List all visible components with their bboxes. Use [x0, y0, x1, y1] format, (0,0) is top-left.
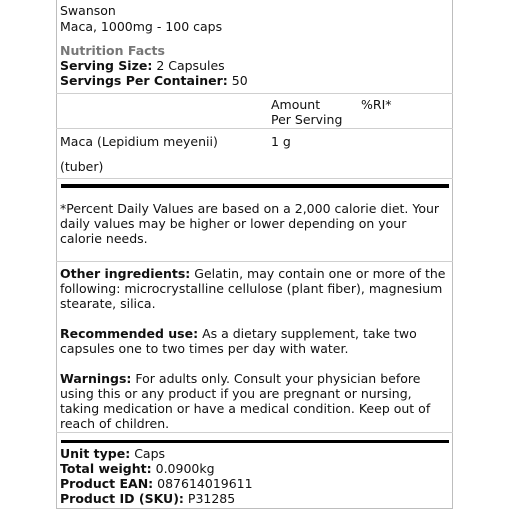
other-ingredients-label: Other ingredients: [60, 266, 191, 281]
divider [56, 432, 453, 433]
recommended-use-text: As a dietary supplement, take two capsules one to two times per day with water. [60, 326, 417, 356]
divider [56, 128, 453, 129]
recommended-use-label: Recommended use: [60, 326, 199, 341]
servings-per-container [60, 73, 248, 88]
servings-per-container-value: 50 [231, 73, 248, 88]
other-ingredients [60, 266, 448, 311]
nutrition-facts-title: Nutrition Facts [60, 43, 165, 58]
product-ean-value: 087614019611 [157, 476, 253, 491]
product-sku-value: P31285 [187, 491, 236, 506]
brand-name: Swanson [60, 3, 116, 18]
total-weight-value: 0.0900kg [155, 461, 215, 476]
unit-type-label: Unit type: [60, 446, 131, 461]
recommended-use [60, 326, 448, 356]
ingredient-name: Maca (Lepidium meyenii) [60, 134, 218, 149]
serving-size-value: 2 Capsules [156, 58, 225, 73]
warnings [60, 371, 448, 431]
thick-rule [61, 440, 449, 443]
amount-column-header: Amount [271, 97, 321, 112]
serving-size-label: Serving Size: [60, 58, 153, 73]
ri-column-header: %RI* [361, 97, 392, 112]
product-sku [60, 491, 235, 506]
product-name: Maca, 1000mg - 100 caps [60, 19, 223, 34]
unit-type [60, 446, 165, 461]
thick-rule [61, 184, 449, 188]
per-serving-column-header: Per Serving [271, 112, 343, 127]
total-weight [60, 461, 215, 476]
product-sku-label: Product ID (SKU): [60, 491, 184, 506]
product-ean [60, 476, 253, 491]
product-ean-label: Product EAN: [60, 476, 154, 491]
warnings-label: Warnings: [60, 371, 132, 386]
servings-per-container-label: Servings Per Container: [60, 73, 228, 88]
other-ingredients-text: Gelatin, may contain one or more of the following: microcrystalline cellulose (plant fiber), magnesium stearate, silica. [60, 266, 446, 311]
unit-type-value: Caps [134, 446, 166, 461]
serving-size [60, 58, 225, 73]
ingredient-part: (tuber) [60, 159, 104, 174]
divider [56, 261, 453, 262]
divider [56, 93, 453, 94]
divider [56, 178, 453, 179]
warnings-text: For adults only. Consult your physician before using this or any product if you are pregnant or nursing, taking medication or have a medical condition. Keep out of reach of children. [60, 371, 431, 431]
total-weight-label: Total weight: [60, 461, 152, 476]
ingredient-amount: 1 g [271, 134, 291, 149]
daily-values-footnote: *Percent Daily Values are based on a 2,000 calorie diet. Your daily values may be higher or lower depending on your calorie needs. [60, 201, 440, 246]
